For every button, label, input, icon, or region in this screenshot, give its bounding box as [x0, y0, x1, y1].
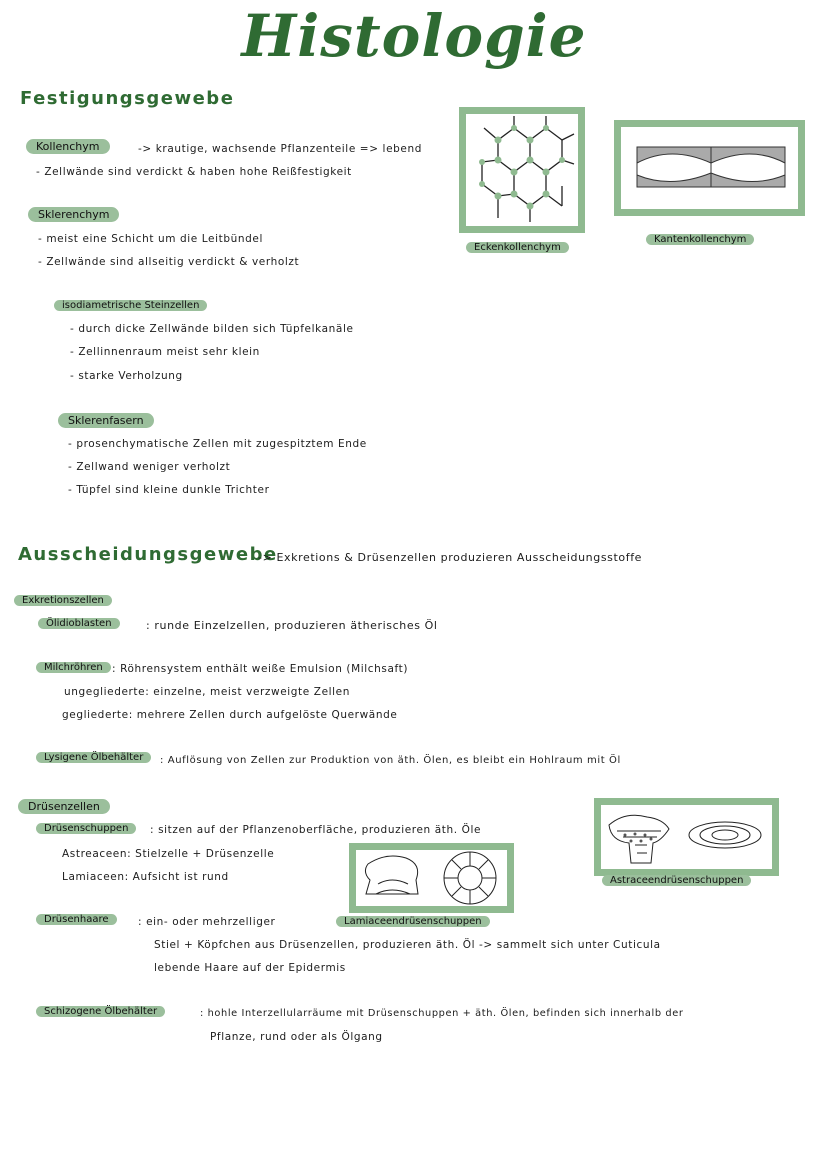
label-sklerenchym: Sklerenchym	[28, 207, 119, 222]
steinzellen-item-2: - Zellinnenraum meist sehr klein	[70, 346, 260, 358]
caption-lamiaceen: Lamiaceendrüsenschuppen	[336, 916, 490, 927]
label-sklerenfasern: Sklerenfasern	[58, 413, 154, 428]
druesenhaare-line3: lebende Haare auf der Epidermis	[154, 962, 346, 974]
label-exkretionszellen: Exkretionszellen	[14, 595, 112, 606]
schizogene-line2: Pflanze, rund oder als Ölgang	[210, 1031, 383, 1043]
sklerenfasern-item-3: - Tüpfel sind kleine dunkle Trichter	[68, 484, 270, 496]
label-druesenzellen: Drüsenzellen	[18, 799, 110, 814]
druesenhaare-text: : ein- oder mehrzelliger	[138, 916, 276, 928]
steinzellen-item-1: - durch dicke Zellwände bilden sich Tüpfelkanäle	[70, 323, 354, 335]
caption-kantenkollenchym: Kantenkollenchym	[646, 234, 754, 245]
figure-lamiaceen	[349, 843, 514, 913]
steinzellen-item-3: - starke Verholzung	[70, 370, 183, 382]
kollenchym-line2: - Zellwände sind verdickt & haben hohe Reißfestigkeit	[36, 166, 352, 178]
sklerenchym-line2: - Zellwände sind allseitig verdickt & verholzt	[38, 256, 300, 268]
lysigene-text: : Auflösung von Zellen zur Produktion von äth. Ölen, es bleibt ein Hohlraum mit Öl	[160, 755, 621, 766]
druesenschuppen-text: : sitzen auf der Pflanzenoberfläche, produzieren äth. Öle	[150, 824, 482, 836]
figure-astraceen	[594, 798, 779, 876]
lamiaceen-drawing	[356, 850, 507, 906]
label-milchroehren: Milchröhren	[36, 662, 111, 673]
eckenkollenchym-drawing	[466, 114, 578, 226]
druesenhaare-line2: Stiel + Köpfchen aus Drüsenzellen, produzieren äth. Öl -> sammelt sich unter Cuticula	[154, 939, 661, 951]
label-oelidioblasten: Ölidioblasten	[38, 618, 120, 629]
milchroehren-text: : Röhrensystem enthält weiße Emulsion (Milchsaft)	[112, 663, 409, 675]
section-heading-ausscheidung: Ausscheidungsgewebe	[18, 544, 278, 565]
kollenchym-line1: -> krautige, wachsende Pflanzenteile => lebend	[138, 143, 422, 155]
sklerenfasern-item-1: - prosenchymatische Zellen mit zugespitztem Ende	[68, 438, 367, 450]
section-heading-festigung: Festigungsgewebe	[20, 88, 235, 109]
kantenkollenchym-drawing	[621, 127, 798, 209]
oelidioblasten-text: : runde Einzelzellen, produzieren ätherisches Öl	[146, 619, 438, 632]
label-kollenchym: Kollenchym	[26, 139, 110, 154]
ungegliederte-text: ungegliederte: einzelne, meist verzweigte Zellen	[64, 686, 350, 698]
sklerenchym-line1: - meist eine Schicht um die Leitbündel	[38, 233, 263, 245]
label-steinzellen: isodiametrische Steinzellen	[54, 300, 207, 311]
caption-astraceen: Astraceendrüsenschuppen	[602, 875, 751, 886]
label-schizogene-oelbehaelter: Schizogene Ölbehälter	[36, 1006, 165, 1017]
sklerenfasern-item-2: - Zellwand weniger verholzt	[68, 461, 231, 473]
label-lysigene-oelbehaelter: Lysigene Ölbehälter	[36, 752, 151, 763]
figure-kantenkollenchym	[614, 120, 805, 216]
label-druesenschuppen: Drüsenschuppen	[36, 823, 136, 834]
lamiaceen-text: Lamiaceen: Aufsicht ist rund	[62, 871, 229, 883]
page-title: Histologie	[241, 2, 587, 70]
label-druesenhaare: Drüsenhaare	[36, 914, 117, 925]
figure-eckenkollenchym	[459, 107, 585, 233]
astreaceen-text: Astreaceen: Stielzelle + Drüsenzelle	[62, 848, 275, 860]
astraceen-drawing	[601, 805, 772, 869]
schizogene-text: : hohle Interzellularräume mit Drüsenschuppen + äth. Ölen, befinden sich innerhalb der	[200, 1008, 684, 1019]
ausscheidung-subtitle: -> Exkretions & Drüsenzellen produzieren Ausscheidungsstoffe	[258, 551, 643, 564]
caption-eckenkollenchym: Eckenkollenchym	[466, 242, 569, 253]
gegliederte-text: gegliederte: mehrere Zellen durch aufgelöste Querwände	[62, 709, 398, 721]
